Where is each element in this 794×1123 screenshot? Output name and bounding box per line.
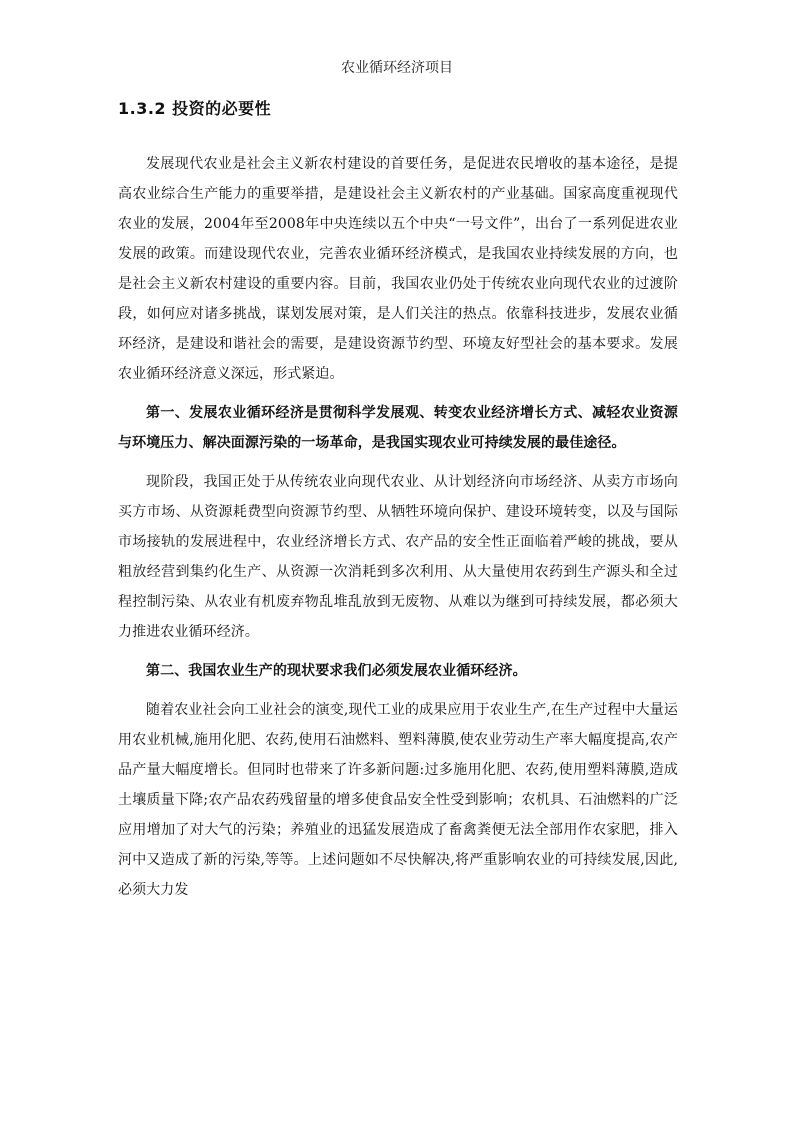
body-text [118, 149, 678, 914]
paragraph-agriculture-evolution: 随着农业社会向工业社会的演变,现代工业的成果应用于农业生产,在生产过程中大量运用农业机械,施用化肥、农药,使用石油燃料、塑料薄膜,使农业劳动生产率大幅度提高,农产品产量大幅度增长。但同时也带来了许多新问题:过多施用化肥、农药,使用塑料薄膜,造成土壤质量下降;农产品农药残留量的增多使食品安全性受到影响；农机具、石油燃料的广泛应用增加了对大气的污染；养殖业的迅猛发展造成了畜禽粪便无法全部用作农家肥，排入河中又造成了新的污染,等等。上述问题如不尽快解决,将严重影响农业的可持续发展,因此,必须大力发 [118, 702, 678, 898]
page-header: 农业循环经济项目 [341, 60, 453, 76]
paragraph-intro: 发展现代农业是社会主义新农村建设的首要任务，是促进农民增收的基本途径，是提高农业综合生产能力的重要举措，是建设社会主义新农村的产业基础。国家高度重视现代农业的发展，2004年至2008年中央连续以五个中央“一号文件”，出台了一系列促进农业发展的政策。而建设现代农业，完善农业循环经济模式，是我国农业持续发展的方向，也是社会主义新农村建设的重要内容。目前，我国农业仍处于传统农业向现代农业的过渡阶段，如何应对诸多挑战，谋划发展对策，是人们关注的热点。依靠科技进步，发展农业循环经济，是建设和谐社会的需要，是建设资源节约型、环境友好型社会的基本要求。发展农业循环经济意义深远，形式紧迫。 [118, 156, 678, 382]
paragraph-point-two-heading: 第二、我国农业生产的现状要求我们必须发展农业循环经济。 [146, 663, 527, 679]
paragraph-current-stage: 现阶段，我国正处于从传统农业向现代农业、从计划经济向市场经济、从卖方市场向买方市场、从资源耗费型向资源节约型、从牺牲环境向保护、建设环境转变，以及与国际市场接轨的发展进程中，农业经济增长方式、农产品的安全性正面临着严峻的挑战，要从粗放经营到集约化生产、从资源一次消耗到多次利用、从大量使用农药到生产源头和全过程控制污染、从农业有机废弃物乱堆乱放到无废物、从难以为继到可持续发展，都必须大力推进农业循环经济。 [118, 474, 678, 640]
paragraph-point-one-heading: 第一、发展农业循环经济是贯彻科学发展观、转变农业经济增长方式、减轻农业资源与环境压力、解决面源污染的一场革命，是我国实现农业可持续发展的最佳途径。 [118, 405, 678, 451]
section-heading: 1.3.2 投资的必要性 [118, 99, 272, 118]
